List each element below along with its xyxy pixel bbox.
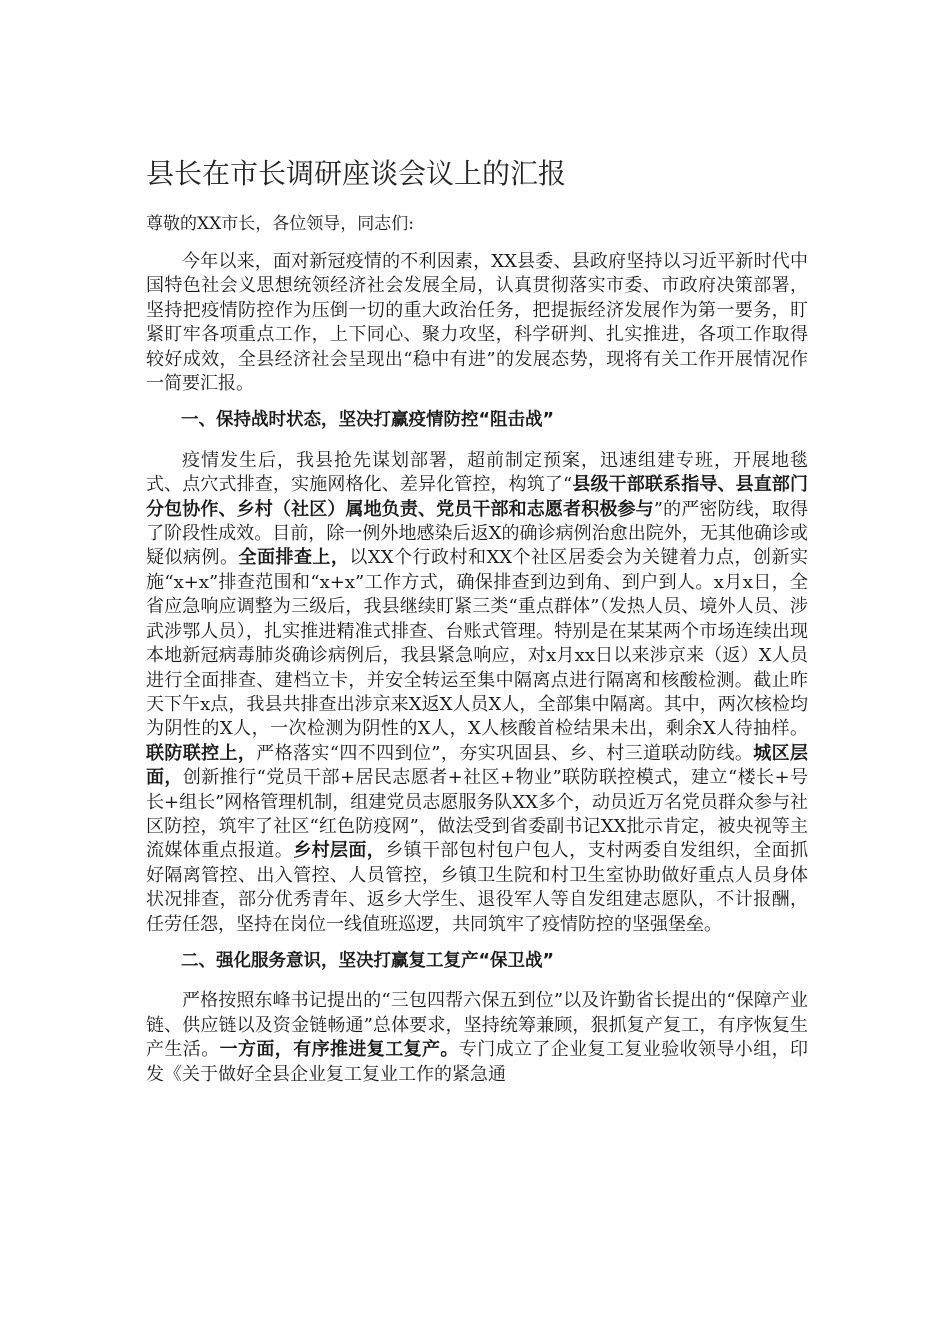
document-title: 县长在市长调研座谈会议上的汇报 [146, 157, 567, 190]
text-run: 严格落实“四不四到位”，夯实巩固县、乡、村三道联动防线。 [256, 742, 754, 764]
text-run: 以XX个行政村和XX个社区居委会为关键着力点，创新实施“x+x”排查范围和“x+x”工作方式，确保排查到边到角、到户到人。x月x日，全省应急响应调整为三级后，我县继续盯紧三类“重点群体”（发热人员、境外人员、涉武涉鄂人员），扎实推进精准式排查、台账式管理。特别是在某某两个市场连续出现本地新冠病毒肺炎确诊病例后，我县紧急响应，对x月xx日以来涉京来（返）X人员进行全面排查、建档立卡，并安全转运至集中隔离点进行隔离和核酸检测。截止昨天下午x点，我县共排查出涉京来X返X人员X人，全部集中隔离。其中，两次核检均为阴性的X人，一次检测为阴性的X人，X人核酸首检结果未出，剩余X人待抽样。 [146, 547, 808, 740]
section-2-heading: 二、强化服务意识，坚决打赢复工复产“保卫战” [181, 950, 555, 971]
bold-run: 联防联控上， [146, 742, 257, 764]
text-run: ”的严密防线，取得了阶段性成效。目前，除一例外地感染后返X的确诊病例治愈出院外，无其他确诊或疑似病例。 [146, 498, 809, 569]
text-run: 乡镇干部包村包户包人，支村两委自发组织，全面抓好隔离管控、出入管控、人员管控，乡镇卫生院和村卫生室协助做好重点人员身体状况排查，部分优秀青年、返乡大学生、退役军人等自发组建志愿队，不计报酬，任劳任怨，坚持在岗位一线值班巡逻，共同筑牢了疫情防控的坚强堡垒。 [146, 840, 809, 935]
section-2-paragraph [146, 989, 808, 1087]
intro-paragraph: 今年以来，面对新冠疫情的不利因素，XX县委、县政府坚持以习近平新时代中国特色社会义思想统领经济社会发展全局，认真贯彻落实市委、市政府决策部署，坚持把疫情防控作为压倒一切的重大政治任务，把提振经济发展作为第一要务，盯紧盯牢各项重点工作，上下同心、聚力攻坚，科学研判、扎实推进，各项工作取得较好成效，全县经济社会呈现出“稳中有进”的发展态势，现将有关工作开展情况作一简要汇报。 [146, 251, 808, 395]
text-run: 创新推行“党员干部+居民志愿者+社区+物业”联防联控模式，建立“楼长+号长+组长”网格管理机制，组建党员志愿服务队XX多个，动员近万名党员群众参与社区防控，筑牢了社区“红色防疫网”，做法受到省委副书记XX批示肯定，被央视等主流媒体重点报道。 [146, 767, 809, 862]
bold-run: 县级干部联系指导、县直部门分包协作、乡村（社区）属地负责、党员干部和志愿者积极参与 [146, 474, 808, 520]
bold-run: 一方面，有序推进复工复产。 [219, 1039, 459, 1061]
bold-run: 全面排查上， [238, 547, 350, 569]
greeting: 尊敬的XX市长，各位领导，同志们: [146, 214, 414, 234]
text-run: 疫情发生后，我县抢先谋划部署，超前制定预案，迅速组建专班，开展地毯式、点穴式排查，实施网格化、差异化管控，构筑了“ [146, 449, 808, 496]
text-run: 严格按照东峰书记提出的“三包四帮六保五到位”以及许勤省长提出的“保障产业链、供应链以及资金链畅通”总体要求，坚持统筹兼顾，狠抓复产复工，有序恢复生产生活。 [146, 990, 808, 1061]
text-run: 专门成立了企业复工复业验收领导小组，印发《关于做好全县企业复工复业工作的紧急通 [146, 1039, 809, 1085]
section-1-paragraph [146, 449, 808, 937]
document-body [146, 250, 808, 1097]
bold-run: 城区层面， [146, 742, 809, 789]
bold-run: 乡村层面， [293, 840, 386, 862]
section-1-heading: 一、保持战时状态，坚决打赢疫情防控“阻击战” [181, 410, 555, 431]
